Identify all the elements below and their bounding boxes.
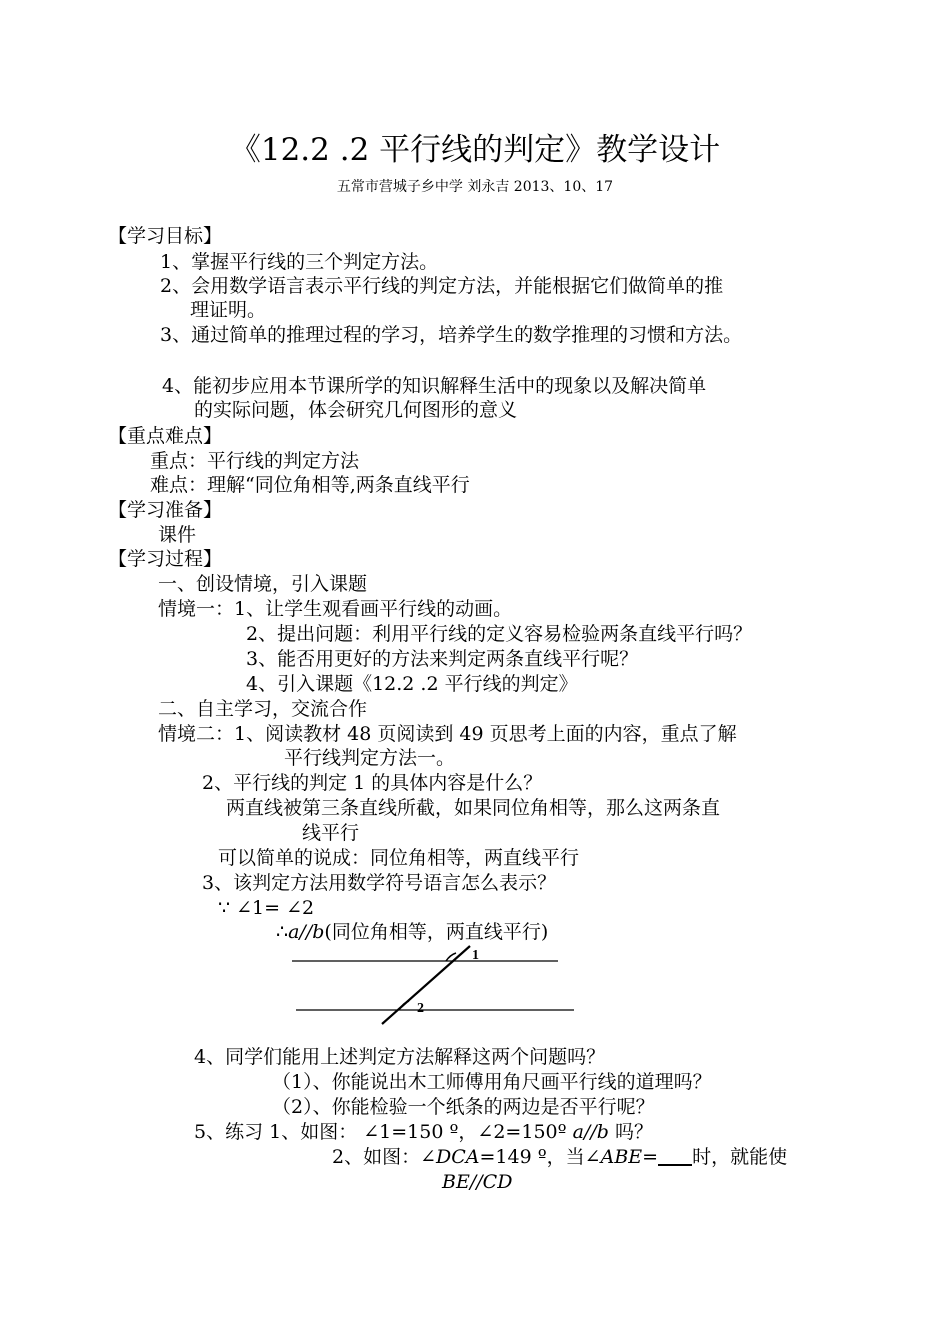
exercise-2-text: =149 º，当∠	[479, 1146, 601, 1168]
exercise-1	[194, 1120, 653, 1144]
parallel-lines-figure	[280, 940, 580, 1028]
section-1-title: 一、创设情境，引入课题	[158, 573, 368, 595]
transversal-line	[382, 946, 470, 1024]
goal-item: 2、会用数学语言表示平行线的判定方法，并能根据它们做简单的推	[160, 275, 724, 297]
therefore-symbol: ∴	[276, 921, 289, 943]
exercise-1-text: 5、练习 1、如图： ∠1=150 º，∠2=150º	[194, 1121, 573, 1143]
goal-item: 4、能初步应用本节课所学的知识解释生活中的现象以及解决简单	[162, 375, 707, 397]
question-item: （1）、你能说出木工师傅用角尺画平行线的道理吗？	[272, 1071, 712, 1093]
scenario-1-item: 2、提出问题：利用平行线的定义容易检验两条直线平行吗？	[246, 623, 753, 645]
var-b: b	[312, 921, 325, 943]
equals-sign: =	[642, 1146, 659, 1168]
goal-item-continued: 理证明。	[190, 299, 267, 321]
scenario-1-item: 情境一：1、让学生观看画平行线的动画。	[158, 598, 513, 620]
parallel-symbol: //	[583, 1121, 597, 1143]
key-difficulty: 难点：理解“同位角相等,两条直线平行	[150, 474, 470, 496]
section-2-title: 二、自主学习，交流合作	[158, 698, 368, 720]
goal-item: 3、通过简单的推理过程的学习，培养学生的数学推理的习惯和方法。	[160, 324, 743, 346]
angle-2-label: 2	[417, 1001, 424, 1016]
angle-abe: ABE	[600, 1146, 643, 1168]
key-heading: 【重点难点】	[108, 425, 223, 447]
exercise-2-text: 2、如图：∠	[332, 1146, 437, 1168]
var-a: a	[288, 921, 300, 943]
scenario-2-text: 两直线被第三条直线所截，如果同位角相等，那么这两条直	[226, 797, 721, 819]
question-item: （2）、你能检验一个纸条的两边是否平行呢？	[272, 1096, 655, 1118]
angle-dca: DCA	[436, 1146, 480, 1168]
prep-heading: 【学习准备】	[108, 499, 223, 521]
segment-cd: CD	[482, 1171, 513, 1193]
scenario-2-text: 可以简单的说成：同位角相等，两直线平行	[218, 847, 580, 869]
because-statement: ∵ ∠1= ∠2	[218, 897, 315, 919]
key-focus: 重点：平行线的判定方法	[150, 450, 360, 472]
scenario-1-item: 4、引入课题《12.2 .2 平行线的判定》	[246, 673, 578, 695]
answer-blank[interactable]	[658, 1146, 692, 1166]
scenario-2-item: 情境二：1、阅读教材 48 页阅读到 49 页思考上面的内容，重点了解	[158, 723, 737, 745]
scenario-2-item: 2、平行线的判定 1 的具体内容是什么？	[202, 772, 543, 794]
document-subtitle: 五常市营城子乡中学 刘永吉 2013、10、17	[336, 179, 614, 195]
exercise-2-text: 时，就能使	[692, 1146, 788, 1168]
document-title: 《12.2 .2 平行线的判定》教学设计	[229, 132, 721, 168]
var-b: b	[596, 1121, 609, 1143]
segment-be: BE	[442, 1171, 470, 1193]
scenario-2-item: 4、同学们能用上述判定方法解释这两个问题吗？	[194, 1046, 606, 1068]
prep-item: 课件	[158, 524, 197, 546]
exercise-2-continued	[442, 1170, 512, 1194]
parallel-symbol: //	[469, 1171, 483, 1193]
exercise-1-question: 吗？	[608, 1121, 653, 1143]
process-heading: 【学习过程】	[108, 548, 223, 570]
exercise-2	[332, 1145, 787, 1169]
parallel-symbol: //	[299, 921, 313, 943]
scenario-2-item: 3、该判定方法用数学符号语言怎么表示？	[202, 872, 557, 894]
goal-item: 1、掌握平行线的三个判定方法。	[160, 251, 439, 273]
scenario-2-text-continued: 线平行	[302, 822, 360, 844]
scenario-2-item-continued: 平行线判定方法一。	[284, 747, 456, 769]
goals-heading: 【学习目标】	[108, 225, 223, 247]
goal-item-continued: 的实际问题，体会研究几何图形的意义	[194, 399, 518, 421]
scenario-1-item: 3、能否用更好的方法来判定两条直线平行呢？	[246, 648, 639, 670]
var-a: a	[572, 1121, 584, 1143]
angle-1-label: 1	[472, 948, 479, 963]
reason-text: (同位角相等，两直线平行)	[324, 921, 549, 943]
